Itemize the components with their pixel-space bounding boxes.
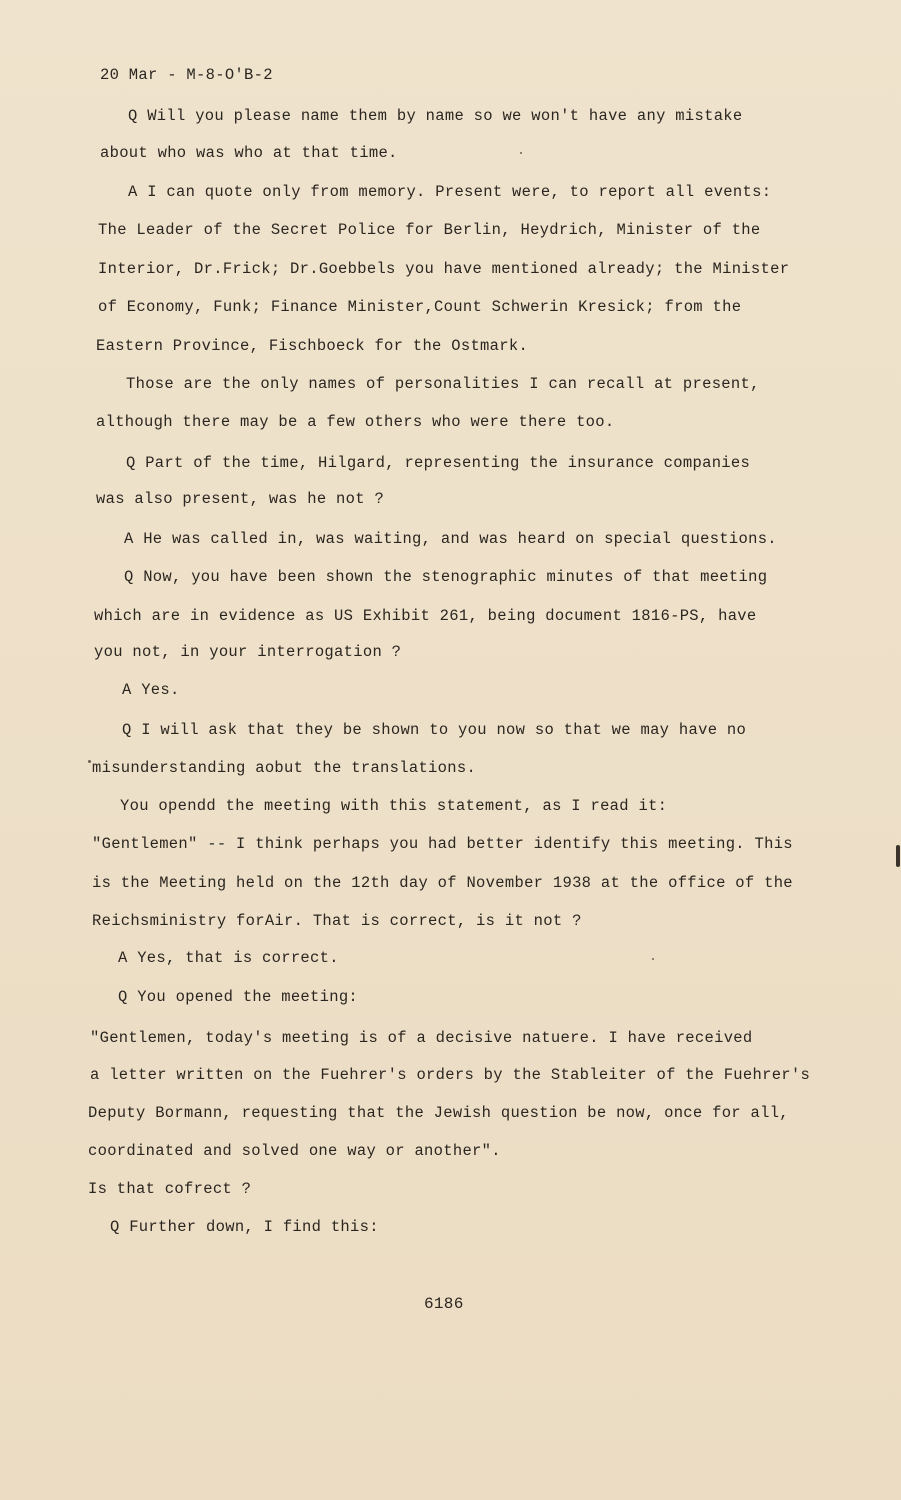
text-line: Q Part of the time, Hilgard, representing the insurance companies <box>126 454 751 472</box>
text-line: Q You opened the meeting: <box>118 988 359 1006</box>
paper-speck <box>88 760 91 763</box>
paper-speck <box>652 958 654 960</box>
text-line: A He was called in, was waiting, and was heard on special questions. <box>124 530 777 548</box>
text-line: Is that cofrect ? <box>88 1180 252 1198</box>
text-line: Deputy Bormann, requesting that the Jewish question be now, once for all, <box>88 1104 789 1122</box>
text-line: was also present, was he not ? <box>96 490 385 508</box>
text-line: "Gentlemen, today's meeting is of a decisive natuere. I have received <box>90 1029 753 1047</box>
page-number: 6186 <box>424 1295 464 1313</box>
text-line: misunderstanding aobut the translations. <box>92 759 477 777</box>
text-line: Reichsministry forAir. That is correct, is it not ? <box>92 912 582 930</box>
text-line: Those are the only names of personalities I can recall at present, <box>126 375 760 393</box>
paper-speck <box>520 152 522 154</box>
paper-edge-mark <box>896 845 900 867</box>
text-line: A Yes. <box>122 681 180 699</box>
text-line: Q I will ask that they be shown to you now so that we may have no <box>122 721 747 739</box>
text-line: although there may be a few others who were there too. <box>96 413 615 431</box>
text-line: Interior, Dr.Frick; Dr.Goebbels you have mentioned already; the Minister <box>98 260 790 278</box>
text-line: A I can quote only from memory. Present were, to report all events: <box>128 183 772 201</box>
text-line: coordinated and solved one way or another". <box>88 1142 501 1160</box>
text-line: which are in evidence as US Exhibit 261, being document 1816-PS, have <box>94 607 757 625</box>
page-header: 20 Mar - M-8-O'B-2 <box>100 66 273 84</box>
text-line: is the Meeting held on the 12th day of November 1938 at the office of the <box>92 874 793 892</box>
text-line: The Leader of the Secret Police for Berlin, Heydrich, Minister of the <box>98 221 761 239</box>
text-line: You opendd the meeting with this statement, as I read it: <box>120 797 668 815</box>
text-line: A Yes, that is correct. <box>118 949 339 967</box>
text-line: Q Now, you have been shown the stenographic minutes of that meeting <box>124 568 768 586</box>
text-line: of Economy, Funk; Finance Minister,Count Schwerin Kresick; from the <box>98 298 742 316</box>
text-line: Q Further down, I find this: <box>110 1218 379 1236</box>
text-line: about who was who at that time. <box>100 144 398 162</box>
text-line: you not, in your interrogation ? <box>94 643 402 661</box>
text-line: a letter written on the Fuehrer's orders by the Stableiter of the Fuehrer's <box>90 1066 811 1084</box>
text-line: "Gentlemen" -- I think perhaps you had better identify this meeting. This <box>92 835 793 853</box>
text-line: Q Will you please name them by name so we won't have any mistake <box>128 107 743 125</box>
text-line: Eastern Province, Fischboeck for the Ostmark. <box>96 337 529 355</box>
